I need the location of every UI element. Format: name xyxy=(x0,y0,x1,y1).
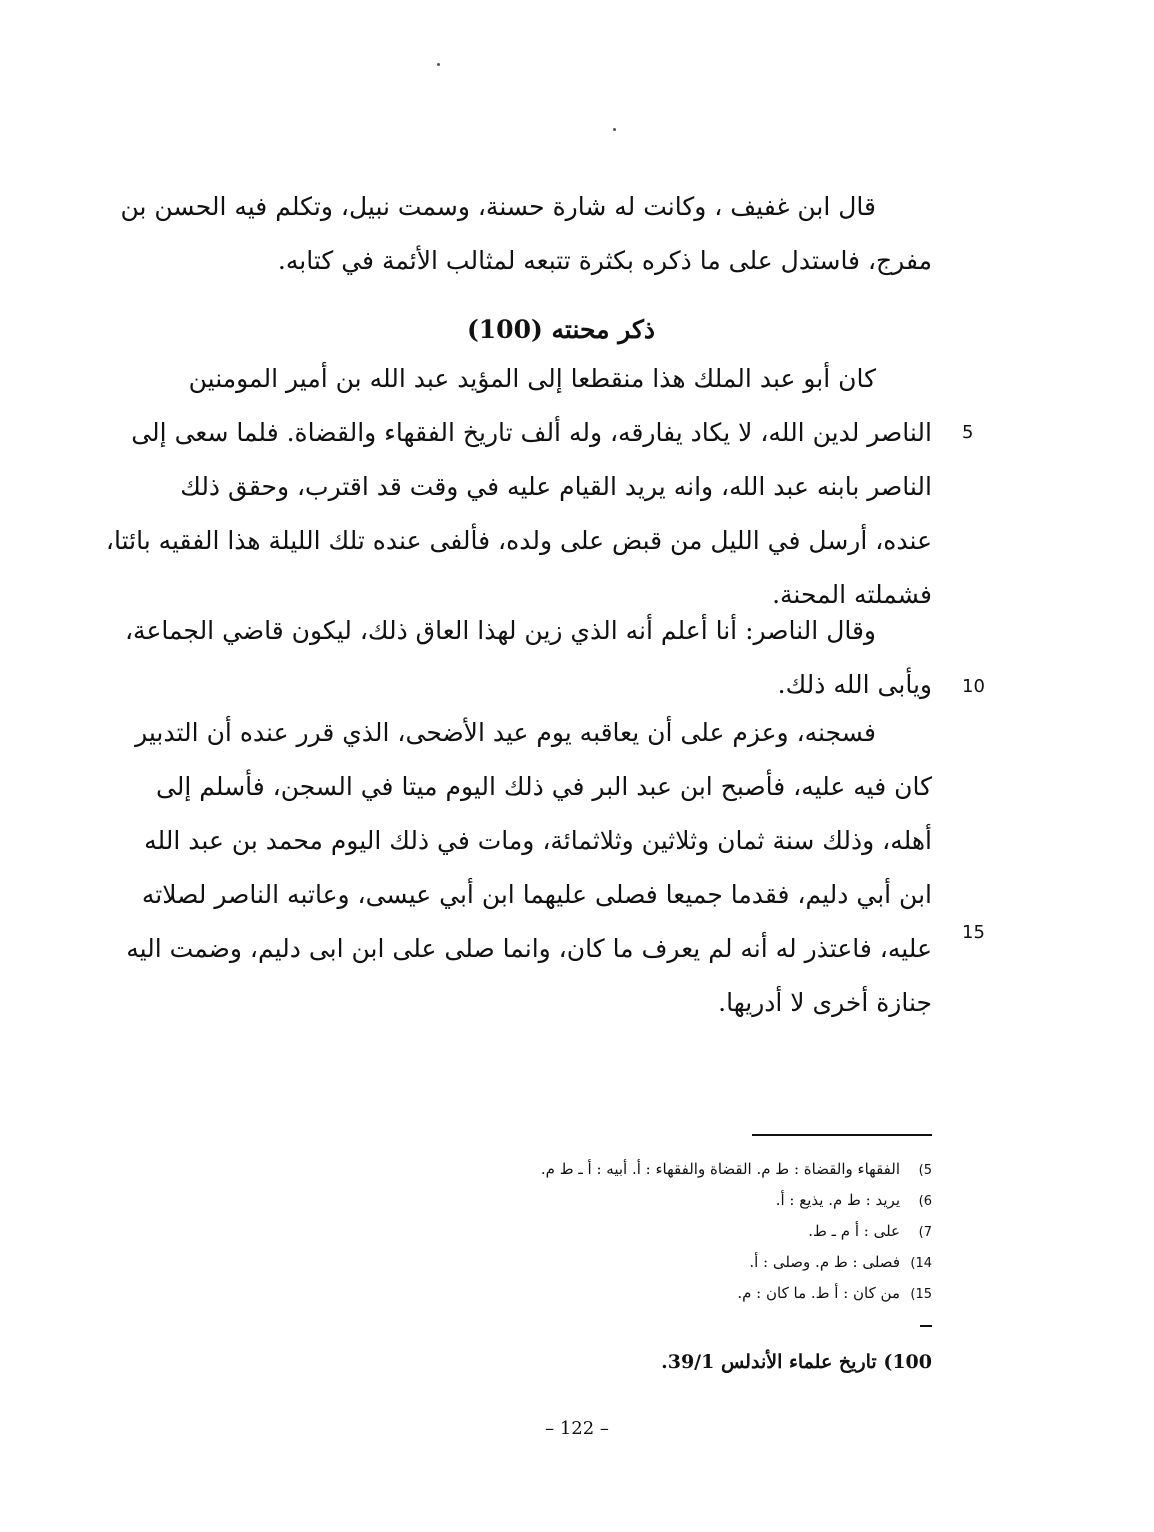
text-line: كان فيه عليه، فأصبح ابن عبد البر في ذلك اليوم ميتا في السجن، فأسلم إلى xyxy=(155,772,932,801)
text-line: قال ابن غفيف ، وكانت له شارة حسنة، وسمت نبيل، وتكلم فيه الحسن بن xyxy=(120,192,876,221)
scan-speck xyxy=(613,128,616,131)
paragraph-1 xyxy=(105,352,932,622)
text-line: فسجنه، وعزم على أن يعاقبه يوم عيد الأضحى، الذي قرر عنده أن التدبير xyxy=(135,718,876,747)
footnote-text: من كان : أ ط. ما كان : م. xyxy=(737,1284,900,1302)
footnote-number: 14) xyxy=(910,1256,932,1271)
margin-line-number: 5 xyxy=(962,422,974,443)
text-line: ويأبى الله ذلك. xyxy=(777,670,932,699)
footnote xyxy=(737,1279,932,1307)
text-line: أهله، وذلك سنة ثمان وثلاثين وثلاثمائة، ومات في ذلك اليوم محمد بن عبد الله xyxy=(144,826,932,855)
text-line: فشملته المحنة. xyxy=(772,580,932,609)
text-line: الناصر لدين الله، لا يكاد يفارقه، وله ألف تاريخ الفقهاء والقضاة. فلما سعى إلى xyxy=(131,418,932,447)
page-number: – 122 – xyxy=(545,1418,609,1439)
text-line: مفرج، فاستدل على ما ذكره بكثرة تتبعه لمثالب الأئمة في كتابه. xyxy=(277,246,932,275)
margin-line-number: 15 xyxy=(962,922,985,943)
paragraph-2 xyxy=(124,604,932,712)
text-line: عليه، فاعتذر له أنه لم يعرف ما كان، وانما صلى على ابن ابى دليم، وضمت اليه xyxy=(126,934,932,963)
footnote-divider xyxy=(752,1134,932,1136)
footnote-number: 7) xyxy=(918,1225,932,1240)
margin-line-number: 10 xyxy=(962,676,985,697)
text-line: كان أبو عبد الملك هذا منقطعا إلى المؤيد عبد الله بن أمير المومنين xyxy=(188,364,876,393)
reference-divider xyxy=(920,1325,932,1327)
footnote xyxy=(541,1155,932,1183)
footnote xyxy=(808,1217,932,1245)
text-line: وقال الناصر: أنا أعلم أنه الذي زين لهذا العاق ذلك، ليكون قاضي الجماعة، xyxy=(124,616,876,645)
intro-paragraph xyxy=(120,180,932,288)
footnote-text: على : أ م ـ ط. xyxy=(808,1222,900,1240)
footnote-text: فصلى : ط م. وصلى : أ. xyxy=(749,1253,900,1271)
footnote-number: 5) xyxy=(918,1163,932,1178)
footnote xyxy=(776,1186,932,1214)
paragraph-3 xyxy=(126,706,932,1030)
text-line: جنازة أخرى لا أدريها. xyxy=(718,988,932,1017)
source-reference: 100) تاريخ علماء الأندلس 39/1. xyxy=(661,1351,932,1373)
text-line: عنده، أرسل في الليل من قبض على ولده، فألفى عنده تلك الليلة هذا الفقيه بائتا، xyxy=(105,526,932,555)
footnote-text: الفقهاء والقضاة : ط م. القضاة والفقهاء : أ. أبيه : أ ـ ط م. xyxy=(540,1160,900,1178)
text-line: ابن أبي دليم، فقدما جميعا فصلى عليهما ابن أبي عيسى، وعاتبه الناصر لصلاته xyxy=(141,880,932,909)
scan-speck xyxy=(437,63,440,66)
section-heading: ذكر محنته (100) xyxy=(466,315,656,344)
footnote-number: 15) xyxy=(910,1287,932,1302)
footnote-text: يريد : ط م. يذيع : أ. xyxy=(775,1191,900,1209)
footnote xyxy=(749,1248,932,1276)
text-line: الناصر بابنه عبد الله، وانه يريد القيام عليه في وقت قد اقترب، وحقق ذلك xyxy=(180,472,932,501)
footnote-number: 6) xyxy=(918,1194,932,1209)
